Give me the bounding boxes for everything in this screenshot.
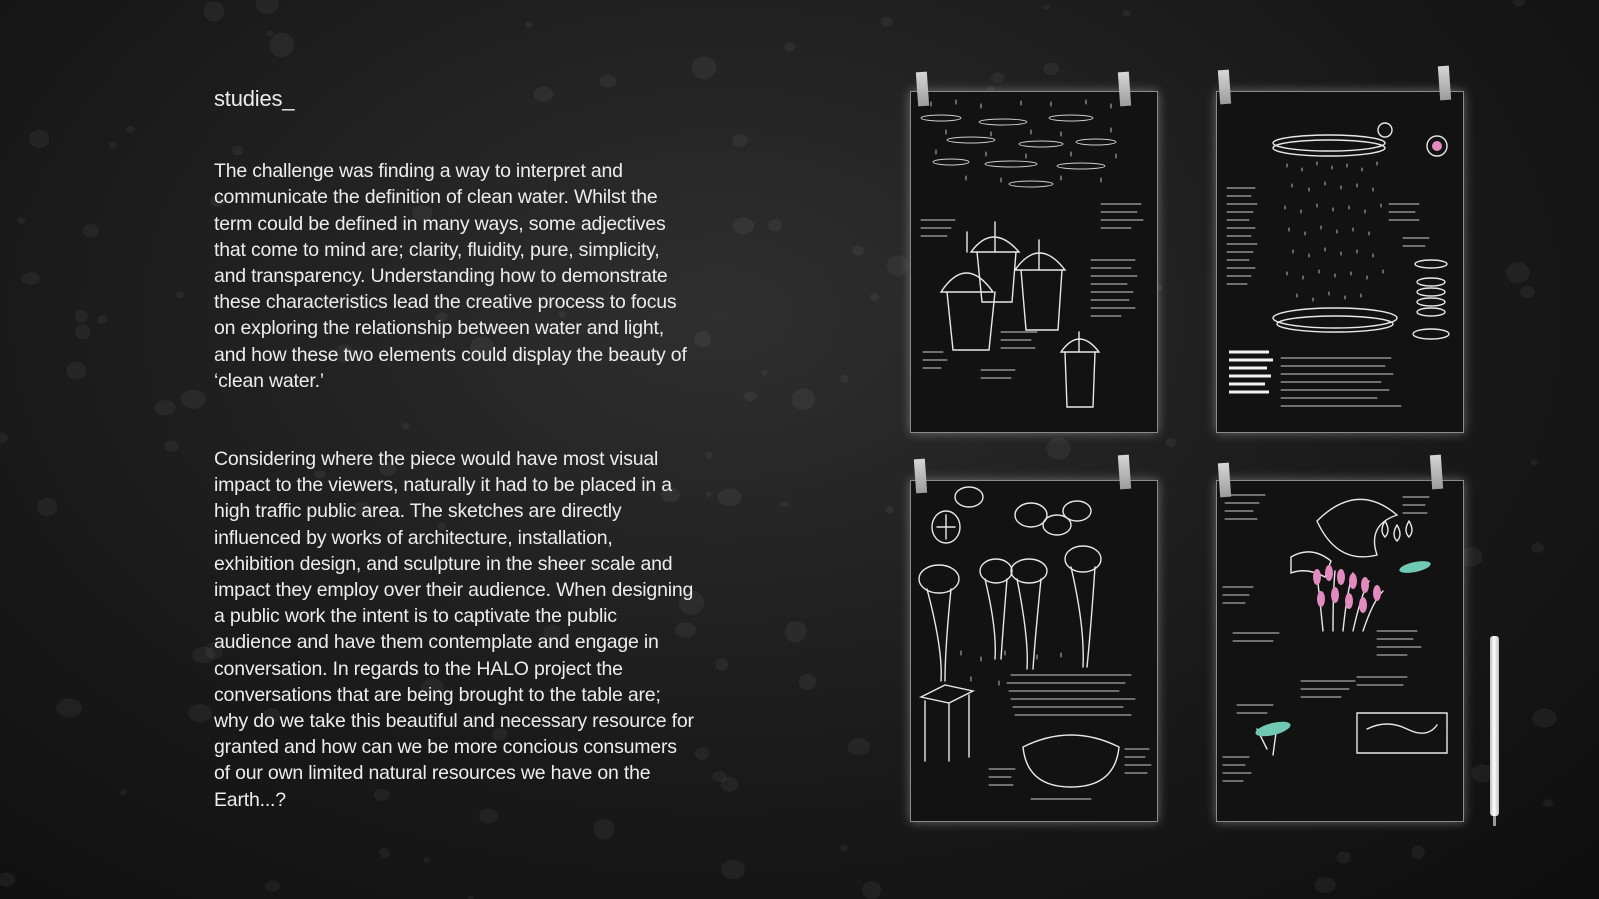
masking-tape-icon xyxy=(1430,455,1443,490)
water-droplet xyxy=(841,845,849,851)
masking-tape-icon xyxy=(1118,72,1131,107)
water-droplet xyxy=(176,292,184,299)
water-droplet xyxy=(0,433,8,444)
water-droplet xyxy=(870,293,879,301)
masking-tape-icon xyxy=(1218,463,1231,498)
water-droplet xyxy=(29,130,49,148)
water-droplet xyxy=(712,771,727,782)
water-droplet xyxy=(66,362,86,380)
water-droplet xyxy=(1122,10,1131,17)
water-droplet xyxy=(97,316,108,324)
water-droplet xyxy=(1520,286,1535,299)
water-droplet xyxy=(881,17,893,27)
water-droplet xyxy=(1532,709,1557,728)
water-droplet xyxy=(732,135,748,147)
water-droplet xyxy=(1315,877,1336,893)
page-title: studies_ xyxy=(214,86,295,111)
sketch-tentacle-coral xyxy=(1217,481,1463,821)
water-droplet xyxy=(1513,0,1525,7)
sketch-halo-ring xyxy=(1217,92,1463,432)
water-droplet xyxy=(423,857,429,862)
water-droplet xyxy=(718,489,742,507)
water-droplet xyxy=(768,219,782,231)
paragraph-challenge: The challenge was finding a way to interpret and communicate the definition of clean water. Whilst the term could be defined in many ways, some adjectives that come to mind are; clarity, fluidity, pure, simplicity, and transparency. Understanding how to demonstrate these characteristics lead the creative process to focus on exploring the relationship between water and light, and how these two elements could display the beauty of ‘clean water.’ xyxy=(214,160,687,392)
water-droplet xyxy=(799,674,817,690)
water-droplet xyxy=(1046,438,1070,460)
water-droplet xyxy=(852,246,865,256)
water-droplet xyxy=(0,873,15,887)
water-droplet xyxy=(761,370,767,376)
water-droplet xyxy=(733,218,755,235)
water-droplet xyxy=(705,452,713,459)
water-droplet xyxy=(1411,846,1425,859)
water-droplet xyxy=(1337,852,1351,864)
water-droplet xyxy=(1043,63,1059,75)
water-droplet xyxy=(721,860,745,880)
water-droplet xyxy=(75,324,90,339)
sketch-glass-eggs xyxy=(911,481,1157,821)
water-droplet xyxy=(188,704,212,723)
white-pen-icon xyxy=(1490,636,1499,816)
sketch-rain-domes xyxy=(911,92,1157,432)
water-droplet xyxy=(109,142,117,149)
water-droplet xyxy=(155,400,176,415)
water-droplet xyxy=(269,33,294,58)
water-droplet xyxy=(75,310,88,323)
water-droplet xyxy=(256,0,279,14)
water-droplet xyxy=(468,896,474,899)
water-droplet xyxy=(525,21,532,28)
masking-tape-icon xyxy=(1438,66,1451,101)
water-droplet xyxy=(694,331,711,347)
water-droplet xyxy=(379,848,390,858)
water-droplet xyxy=(784,42,796,52)
paragraph-placement: Considering where the piece would have most visual impact to the viewers, naturally it had to be placed in a high traffic public area. The sketches are directly influenced by works of architecture, installation, exhibition design, and sculpture in the sheer scale and impact they employ over their audience. When designing a public work the intent is to captivate the public audience and have them contemplate and engage in conversation. In regards to the HALO project the conversations that are being brought to the table are; why do we take this beautiful and necessary resource for granted and how can we be more concious consumers of our own limited natural resources we have on the Earth...? xyxy=(214,448,694,811)
water-droplet xyxy=(17,217,25,224)
water-droplet xyxy=(744,391,758,401)
water-droplet xyxy=(1506,262,1530,283)
water-droplet xyxy=(181,390,206,409)
masking-tape-icon xyxy=(1118,455,1131,490)
masking-tape-icon xyxy=(916,72,929,107)
water-droplet xyxy=(1531,460,1538,465)
water-droplet xyxy=(691,57,716,79)
water-droplet xyxy=(203,1,224,21)
water-droplet xyxy=(56,698,82,717)
water-droplet xyxy=(785,621,807,642)
water-droplet xyxy=(1543,799,1554,807)
masking-tape-icon xyxy=(914,459,927,494)
water-droplet xyxy=(791,388,815,410)
water-droplet xyxy=(266,31,274,36)
sketch-sheet-3 xyxy=(910,480,1158,822)
water-droplet xyxy=(126,126,135,133)
sketch-sheet-2 xyxy=(1216,91,1464,433)
water-droplet xyxy=(22,272,40,285)
water-droplet xyxy=(594,819,615,840)
water-droplet xyxy=(83,224,99,238)
water-droplet xyxy=(862,881,881,899)
water-droplet xyxy=(991,72,1005,82)
water-droplet xyxy=(840,375,848,383)
water-droplet xyxy=(37,498,57,516)
water-droplet xyxy=(780,501,788,507)
sketch-sheet-1 xyxy=(910,91,1158,433)
water-droplet xyxy=(886,506,894,513)
water-droplet xyxy=(265,880,280,891)
water-droplet xyxy=(120,789,128,795)
water-droplet xyxy=(1043,5,1049,10)
masking-tape-icon xyxy=(1218,70,1231,105)
studies-text-column xyxy=(214,86,694,813)
water-droplet xyxy=(705,491,711,497)
water-droplet xyxy=(1531,543,1544,553)
water-droplet xyxy=(715,658,728,670)
water-droplet xyxy=(887,255,909,276)
water-droplet xyxy=(847,738,870,755)
water-droplet xyxy=(1166,438,1177,447)
water-droplet xyxy=(164,441,178,452)
sketch-sheet-4 xyxy=(1216,480,1464,822)
water-droplet xyxy=(694,748,709,760)
